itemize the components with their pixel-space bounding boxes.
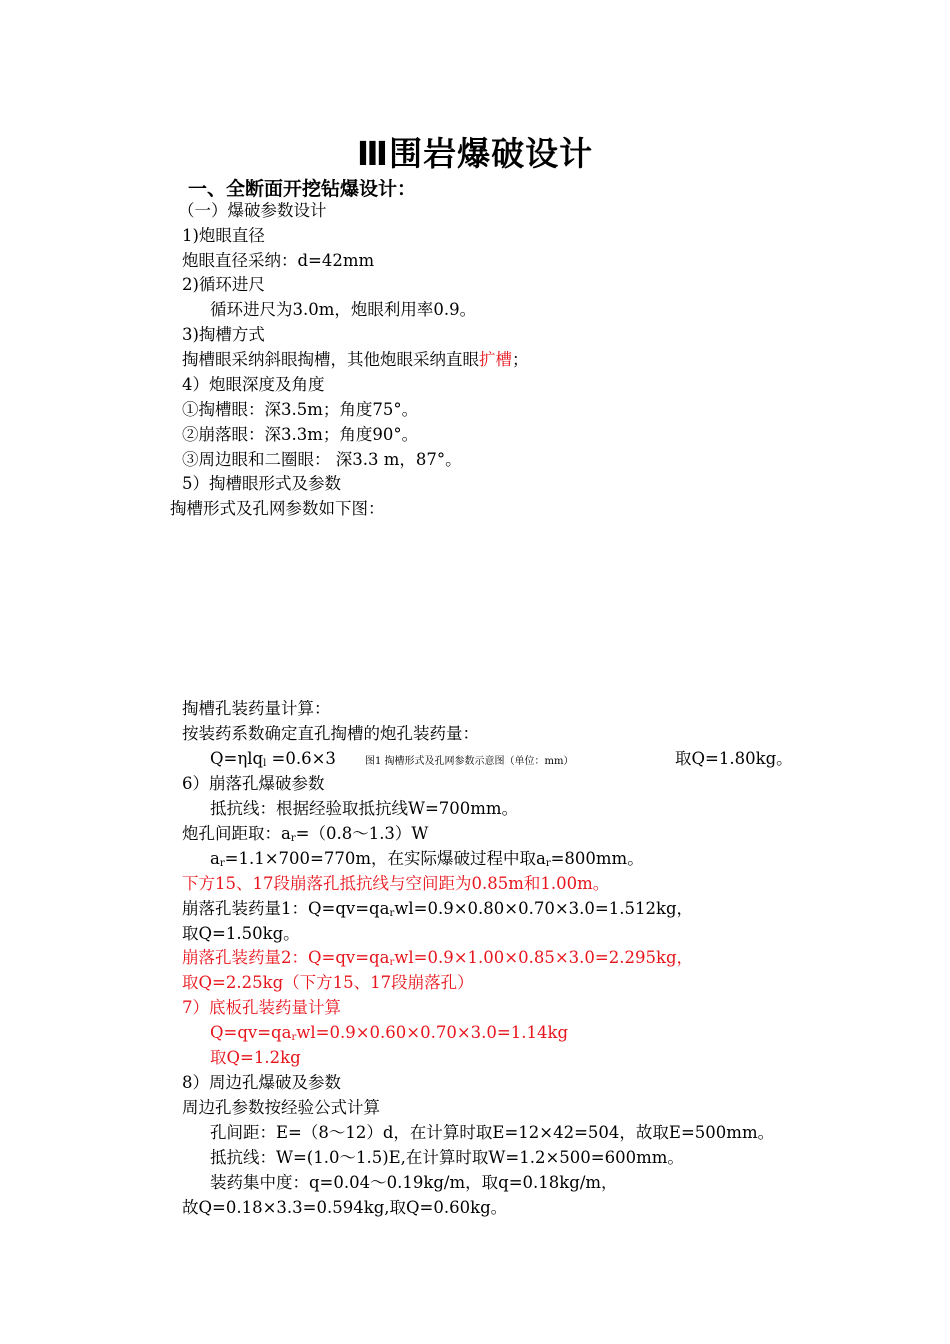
item-3-body <box>182 348 529 372</box>
item-7-formula-sub: r <box>291 1032 297 1043</box>
item-3-punct: ； <box>512 350 529 369</box>
item-2-body: 循环进尺为3.0m，炮眼利用率0.9。 <box>210 300 477 319</box>
item-1-body: 炮眼直径采纳：d=42mm <box>182 251 375 270</box>
item-7-formula-a: Q=qv=qa <box>210 1023 292 1042</box>
item-4-perimeter-hole: ③周边眼和二圈眼： 深3.3 m，87°。 <box>182 450 462 469</box>
item-6-spacing-a: 炮孔间距取：a <box>182 824 291 843</box>
charge-body: 按装药系数确定直孔掏槽的炮孔装药量： <box>182 724 479 743</box>
charge-formula-b: =0.6×3 <box>266 749 336 768</box>
item-4-heading: 4）炮眼深度及角度 <box>182 375 325 394</box>
item-1-heading: 1)炮眼直径 <box>182 226 265 245</box>
page-title: Ⅲ围岩爆破设计 <box>356 134 594 173</box>
item-6-calc-sub2: r <box>545 858 551 869</box>
charge-heading: 掏槽孔装药量计算： <box>182 699 331 718</box>
item-6-calc-c: =800mm。 <box>550 849 644 868</box>
item-6-charge-2-sub: r <box>389 957 395 968</box>
item-6-charge-2-a: 崩落孔装药量2：Q=qv=qa <box>182 948 390 967</box>
item-8-heading: 8）周边孔爆破及参数 <box>182 1073 341 1092</box>
item-6-spacing-sub: r <box>290 833 296 844</box>
item-5-heading: 5）掏槽眼形式及参数 <box>182 474 341 493</box>
item-2-heading: 2)循环进尺 <box>182 275 265 294</box>
item-3-heading: 3)掏槽方式 <box>182 325 265 344</box>
item-8-concentration: 装药集中度：q=0.04～0.19kg/m，取q=0.18kg/m， <box>210 1173 618 1192</box>
item-6-calc-b: =1.1×700=770m，在实际爆破过程中取a <box>224 849 546 868</box>
item-7-formula-b: wl=0.9×0.60×0.70×3.0=1.14kg <box>296 1023 569 1042</box>
item-6-spacing-b: =（0.8～1.3）W <box>295 824 429 843</box>
item-7-heading: 7）底板孔装药量计算 <box>182 998 341 1017</box>
item-6-charge-2-take: 取Q=2.25kg（下方15、17段崩落孔） <box>182 973 474 992</box>
item-4-caving-hole: ②崩落眼：深3.3m；角度90°。 <box>182 425 419 444</box>
item-6-heading: 6）崩落孔爆破参数 <box>182 774 325 793</box>
charge-result: 取Q=1.80kg。 <box>675 749 793 768</box>
item-7-take: 取Q=1.2kg <box>210 1048 301 1067</box>
charge-formula-a: Q=ηlq <box>210 749 264 768</box>
item-6-charge-2-b: wl=0.9×1.00×0.85×3.0=2.295kg， <box>394 948 694 967</box>
item-4-cut-hole: ①掏槽眼：深3.5m；角度75°。 <box>182 400 419 419</box>
item-6-calc-sub: r <box>219 858 225 869</box>
item-3-text: 掏槽眼采纳斜眼掏槽，其他炮眼采纳直眼 <box>182 350 479 369</box>
item-8-burden: 抵抗线：W=(1.0～1.5)E,在计算时取W=1.2×500=600mm。 <box>210 1148 684 1167</box>
item-8-spacing: 孔间距：E=（8～12）d，在计算时取E=12×42=504，故取E=500mm。 <box>210 1123 775 1142</box>
item-3-highlight: 扩槽 <box>479 350 512 369</box>
item-6-burden: 抵抗线：根据经验取抵抗线W=700mm。 <box>210 799 519 818</box>
item-5-body: 掏槽形式及孔网参数如下图： <box>170 499 385 518</box>
figure-caption: 图1 掏槽形式及孔网参数示意图（单位：mm） <box>365 756 574 767</box>
item-6-charge-1-a: 崩落孔装药量1：Q=qv=qa <box>182 899 390 918</box>
item-6-calc-a: a <box>210 849 220 868</box>
charge-formula-sub: l <box>263 758 267 769</box>
item-6-charge-1-sub: r <box>389 908 395 919</box>
item-6-red-note: 下方15、17段崩落孔抵抗线与空间距为0.85m和1.00m。 <box>182 874 610 893</box>
item-8-body: 周边孔参数按经验公式计算 <box>182 1098 380 1117</box>
item-8-result: 故Q=0.18×3.3=0.594kg,取Q=0.60kg。 <box>182 1198 508 1217</box>
subsection-heading: （一）爆破参数设计 <box>178 201 327 220</box>
section-heading: 一、全断面开挖钻爆设计： <box>188 178 417 200</box>
item-6-charge-1-take: 取Q=1.50kg。 <box>182 924 300 943</box>
item-6-charge-1-b: wl=0.9×0.80×0.70×3.0=1.512kg， <box>394 899 694 918</box>
